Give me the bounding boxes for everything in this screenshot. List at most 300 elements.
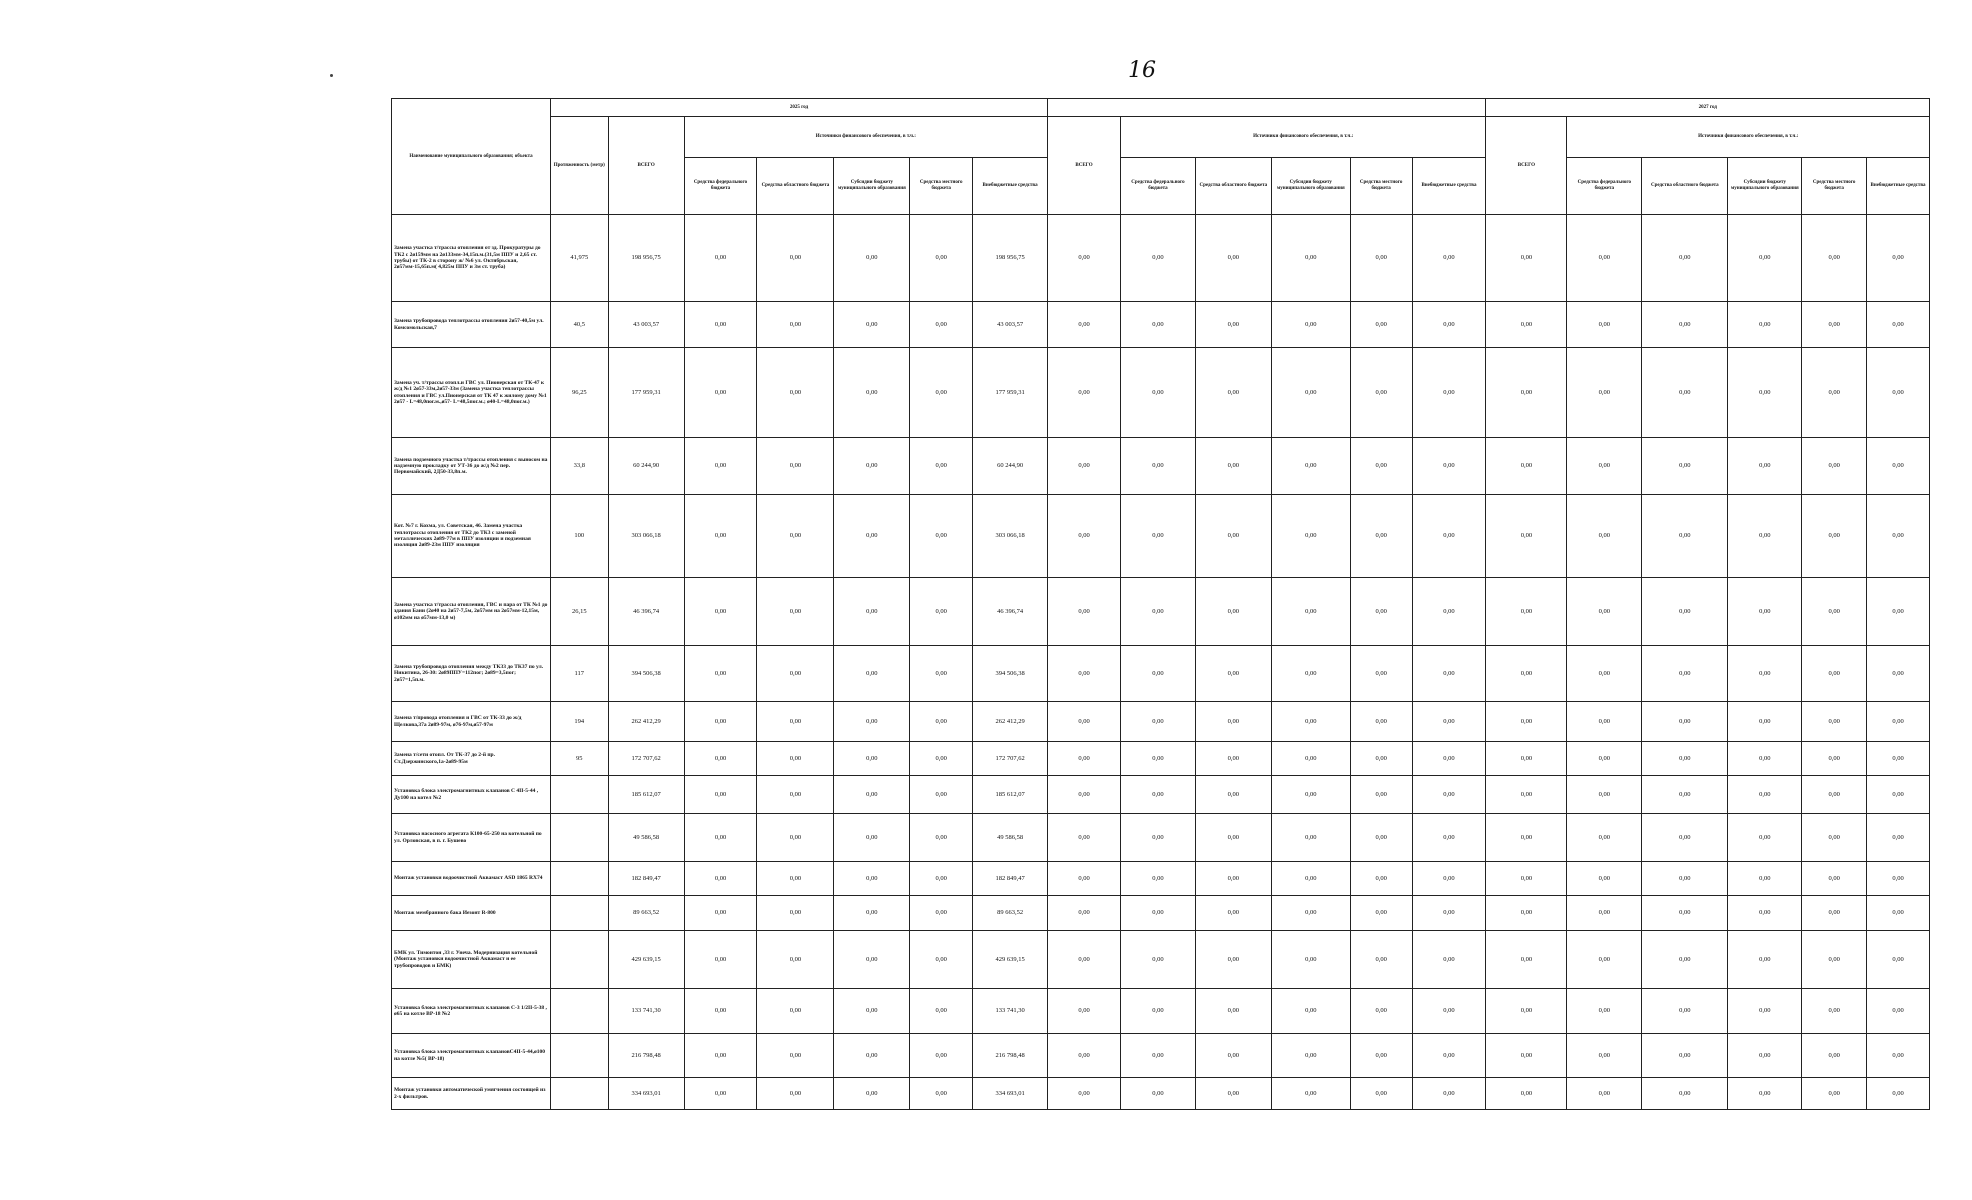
subsidy-2026: 0,00 [1271,438,1350,495]
source-regional-2027: Средства областного бюджета [1642,158,1728,215]
source-regional-2025: Средства областного бюджета [757,158,834,215]
regional-2026: 0,00 [1195,438,1271,495]
regional-2027: 0,00 [1642,302,1728,348]
year-2026-header [1048,99,1486,117]
offbudget-2027: 0,00 [1867,215,1930,302]
total-2025: 394 506,38 [608,646,684,702]
table-row [392,702,1930,742]
total-2027: 0,00 [1486,1078,1567,1110]
offbudget-2026: 0,00 [1412,931,1486,989]
local-2025: 0,00 [910,215,973,302]
object-name: Монтаж установки автоматической умягчения состоящей из 2-х фильтров. [392,1078,551,1110]
subsidy-2025: 0,00 [834,348,910,438]
table-row [392,646,1930,702]
federal-2026: 0,00 [1120,814,1195,862]
regional-2025: 0,00 [757,931,834,989]
total-2027: 0,00 [1486,1034,1567,1078]
source-local-2026: Средства местного бюджета [1350,158,1412,215]
total-2027: 0,00 [1486,989,1567,1034]
total-2026: 0,00 [1048,814,1121,862]
federal-2027: 0,00 [1567,702,1642,742]
length-value: 100 [550,495,608,578]
table-row [392,896,1930,931]
federal-2026: 0,00 [1120,1078,1195,1110]
local-2027: 0,00 [1802,742,1867,776]
regional-2025: 0,00 [757,776,834,814]
total-2027: 0,00 [1486,776,1567,814]
table-row [392,742,1930,776]
source-local-2027: Средства местного бюджета [1802,158,1867,215]
federal-2025: 0,00 [684,438,757,495]
local-2027: 0,00 [1802,814,1867,862]
federal-2027: 0,00 [1567,302,1642,348]
length-value: 117 [550,646,608,702]
federal-2026: 0,00 [1120,931,1195,989]
federal-2027: 0,00 [1567,896,1642,931]
length-value [550,862,608,896]
regional-2025: 0,00 [757,896,834,931]
regional-2027: 0,00 [1642,776,1728,814]
table-row [392,1078,1930,1110]
table-row [392,1034,1930,1078]
regional-2025: 0,00 [757,862,834,896]
regional-2027: 0,00 [1642,1078,1728,1110]
local-2026: 0,00 [1350,302,1412,348]
offbudget-2027: 0,00 [1867,814,1930,862]
regional-2027: 0,00 [1642,862,1728,896]
subsidy-2026: 0,00 [1271,702,1350,742]
subsidy-2026: 0,00 [1271,931,1350,989]
local-2025: 0,00 [910,702,973,742]
object-name: Замена т/провода отопления и ГВС от ТК-33 до ж/д Щелкова,37а 2ø89-97м, ø76-97м,ø57-97м [392,702,551,742]
regional-2025: 0,00 [757,495,834,578]
local-2026: 0,00 [1350,989,1412,1034]
subsidy-2026: 0,00 [1271,1078,1350,1110]
federal-2026: 0,00 [1120,578,1195,646]
regional-2027: 0,00 [1642,1034,1728,1078]
regional-2025: 0,00 [757,302,834,348]
subsidy-2027: 0,00 [1728,814,1802,862]
local-2027: 0,00 [1802,776,1867,814]
object-name: Установка насосного агрегата К100-65-250 на котельной по ул. Орловская, в п. г. Бушево [392,814,551,862]
regional-2026: 0,00 [1195,1078,1271,1110]
federal-2027: 0,00 [1567,814,1642,862]
subsidy-2027: 0,00 [1728,896,1802,931]
offbudget-2027: 0,00 [1867,495,1930,578]
total-2027: 0,00 [1486,862,1567,896]
total-2025: 303 066,18 [608,495,684,578]
total-2026: 0,00 [1048,438,1121,495]
offbudget-2026: 0,00 [1412,302,1486,348]
federal-2027: 0,00 [1567,495,1642,578]
regional-2027: 0,00 [1642,896,1728,931]
subsidy-2025: 0,00 [834,862,910,896]
offbudget-2026: 0,00 [1412,1034,1486,1078]
federal-2026: 0,00 [1120,702,1195,742]
federal-2025: 0,00 [684,702,757,742]
subsidy-2027: 0,00 [1728,348,1802,438]
subsidy-2026: 0,00 [1271,1034,1350,1078]
federal-2025: 0,00 [684,302,757,348]
regional-2025: 0,00 [757,814,834,862]
total-2027: 0,00 [1486,578,1567,646]
local-2027: 0,00 [1802,931,1867,989]
regional-2026: 0,00 [1195,742,1271,776]
total-2027: 0,00 [1486,215,1567,302]
regional-2025: 0,00 [757,1034,834,1078]
subsidy-2026: 0,00 [1271,215,1350,302]
offbudget-2026: 0,00 [1412,215,1486,302]
local-2026: 0,00 [1350,896,1412,931]
local-2026: 0,00 [1350,814,1412,862]
regional-2026: 0,00 [1195,1034,1271,1078]
length-value: 41,975 [550,215,608,302]
federal-2026: 0,00 [1120,896,1195,931]
regional-2027: 0,00 [1642,578,1728,646]
subsidy-2026: 0,00 [1271,646,1350,702]
regional-2027: 0,00 [1642,348,1728,438]
regional-2026: 0,00 [1195,215,1271,302]
object-name: Монтаж установки водоочистной Аквамаст ASD 1865 RX74 [392,862,551,896]
local-2027: 0,00 [1802,862,1867,896]
table-row [392,776,1930,814]
regional-2026: 0,00 [1195,776,1271,814]
page-number: 16 [1128,58,1156,83]
subsidy-2027: 0,00 [1728,989,1802,1034]
regional-2025: 0,00 [757,348,834,438]
total-2027: 0,00 [1486,896,1567,931]
total-2025: 89 663,52 [608,896,684,931]
offbudget-2026: 0,00 [1412,896,1486,931]
table-body [392,215,1930,1110]
total-2026: 0,00 [1048,702,1121,742]
offbudget-2025: 198 956,75 [973,215,1048,302]
offbudget-2025: 185 612,07 [973,776,1048,814]
offbudget-2026: 0,00 [1412,702,1486,742]
object-name: Замена трубопровода отопления между ТК33 до ТК37 по ул. Никитина, 26-30: 2ø89ППУ=112пог; 2ø89=3,5пог; 2ø57=1,5п.м. [392,646,551,702]
subsidy-2025: 0,00 [834,931,910,989]
regional-2026: 0,00 [1195,348,1271,438]
offbudget-2026: 0,00 [1412,438,1486,495]
local-2026: 0,00 [1350,742,1412,776]
regional-2027: 0,00 [1642,931,1728,989]
offbudget-2027: 0,00 [1867,931,1930,989]
regional-2027: 0,00 [1642,215,1728,302]
local-2026: 0,00 [1350,578,1412,646]
total-2026: 0,00 [1048,348,1121,438]
local-2026: 0,00 [1350,776,1412,814]
federal-2025: 0,00 [684,1034,757,1078]
offbudget-2025: 429 639,15 [973,931,1048,989]
length-value: 194 [550,702,608,742]
total-2026: 0,00 [1048,646,1121,702]
offbudget-2025: 216 798,48 [973,1034,1048,1078]
subsidy-2025: 0,00 [834,495,910,578]
offbudget-2027: 0,00 [1867,578,1930,646]
federal-2027: 0,00 [1567,215,1642,302]
subsidy-2027: 0,00 [1728,1034,1802,1078]
offbudget-2027: 0,00 [1867,862,1930,896]
federal-2025: 0,00 [684,495,757,578]
offbudget-2026: 0,00 [1412,742,1486,776]
table-row [392,578,1930,646]
total-2026: 0,00 [1048,302,1121,348]
subsidy-2025: 0,00 [834,776,910,814]
total-2027: 0,00 [1486,646,1567,702]
local-2025: 0,00 [910,1078,973,1110]
total-2027: 0,00 [1486,742,1567,776]
subsidy-2025: 0,00 [834,742,910,776]
local-2025: 0,00 [910,578,973,646]
offbudget-2027: 0,00 [1867,896,1930,931]
offbudget-2027: 0,00 [1867,1078,1930,1110]
federal-2025: 0,00 [684,862,757,896]
federal-2025: 0,00 [684,215,757,302]
regional-2027: 0,00 [1642,989,1728,1034]
regional-2026: 0,00 [1195,931,1271,989]
local-2027: 0,00 [1802,438,1867,495]
subsidy-2027: 0,00 [1728,302,1802,348]
sources-2026-header: Источники финансового обеспечения, в т.ч.: [1120,117,1485,158]
source-subsidy-2027: Субсидии бюджету муниципального образования [1728,158,1802,215]
local-2027: 0,00 [1802,702,1867,742]
total-2025: 334 693,01 [608,1078,684,1110]
total-2026: 0,00 [1048,215,1121,302]
federal-2027: 0,00 [1567,931,1642,989]
total-2027: 0,00 [1486,348,1567,438]
object-name: Замена участка т/трассы отопления от зд. Прокуратуры до ТК2 с 2ø159мм на 2ø133мм-34,15п.м.(31,5м ППУ и 2,65 ст. трубы) от ТК-2 в сторону ж/ №6 ул. Октябрьская, 2ø57мм-15,65п.м( 4,825м ППУ и 3м ст. труба) [392,215,551,302]
offbudget-2025: 60 244,90 [973,438,1048,495]
federal-2026: 0,00 [1120,989,1195,1034]
offbudget-2025: 177 959,31 [973,348,1048,438]
table-row [392,215,1930,302]
subsidy-2026: 0,00 [1271,989,1350,1034]
object-name: БМК ул. Тимонтон ,33 г. Унеча. Модернизация котельной (Монтаж установки водоочистной Аквамаст и ее трубопроводов и БМК) [392,931,551,989]
offbudget-2026: 0,00 [1412,495,1486,578]
offbudget-2025: 182 849,47 [973,862,1048,896]
offbudget-2026: 0,00 [1412,862,1486,896]
offbudget-2027: 0,00 [1867,1034,1930,1078]
federal-2025: 0,00 [684,776,757,814]
total-2026: 0,00 [1048,1078,1121,1110]
local-2025: 0,00 [910,862,973,896]
offbudget-2025: 334 693,01 [973,1078,1048,1110]
length-value [550,776,608,814]
table-row [392,348,1930,438]
subsidy-2026: 0,00 [1271,896,1350,931]
federal-2026: 0,00 [1120,646,1195,702]
local-2027: 0,00 [1802,215,1867,302]
offbudget-2027: 0,00 [1867,989,1930,1034]
local-2025: 0,00 [910,776,973,814]
regional-2026: 0,00 [1195,862,1271,896]
offbudget-2025: 172 707,62 [973,742,1048,776]
subsidy-2026: 0,00 [1271,862,1350,896]
federal-2027: 0,00 [1567,1078,1642,1110]
offbudget-2026: 0,00 [1412,814,1486,862]
total-2025: 46 396,74 [608,578,684,646]
regional-2026: 0,00 [1195,646,1271,702]
federal-2025: 0,00 [684,931,757,989]
offbudget-2026: 0,00 [1412,646,1486,702]
source-subsidy-2026: Субсидии бюджету муниципального образования [1271,158,1350,215]
table-row [392,814,1930,862]
total-2026: 0,00 [1048,931,1121,989]
total-2025: 429 639,15 [608,931,684,989]
local-2026: 0,00 [1350,1034,1412,1078]
total-2025: 216 798,48 [608,1034,684,1078]
federal-2026: 0,00 [1120,302,1195,348]
regional-2025: 0,00 [757,215,834,302]
source-subsidy-2025: Субсидии бюджету муниципального образования [834,158,910,215]
federal-2025: 0,00 [684,578,757,646]
offbudget-2027: 0,00 [1867,776,1930,814]
total-2027: 0,00 [1486,302,1567,348]
subsidy-2026: 0,00 [1271,302,1350,348]
year-2025-header: 2025 год [550,99,1047,117]
subsidy-2025: 0,00 [834,215,910,302]
local-2025: 0,00 [910,302,973,348]
source-federal-2026: Средства федерального бюджета [1120,158,1195,215]
federal-2026: 0,00 [1120,776,1195,814]
federal-2027: 0,00 [1567,862,1642,896]
offbudget-2026: 0,00 [1412,1078,1486,1110]
subsidy-2025: 0,00 [834,1078,910,1110]
local-2027: 0,00 [1802,495,1867,578]
federal-2026: 0,00 [1120,742,1195,776]
offbudget-2027: 0,00 [1867,438,1930,495]
length-value [550,931,608,989]
object-name: Замена т/сети отопл. От ТК-37 до 2-й пр. Ст.Дзержинского,1а-2ø89-95м [392,742,551,776]
federal-2027: 0,00 [1567,646,1642,702]
regional-2027: 0,00 [1642,742,1728,776]
local-2025: 0,00 [910,438,973,495]
total-2025: 49 586,58 [608,814,684,862]
local-2026: 0,00 [1350,646,1412,702]
total-2027: 0,00 [1486,702,1567,742]
local-2026: 0,00 [1350,931,1412,989]
offbudget-2027: 0,00 [1867,302,1930,348]
source-regional-2026: Средства областного бюджета [1195,158,1271,215]
subsidy-2027: 0,00 [1728,495,1802,578]
federal-2025: 0,00 [684,814,757,862]
regional-2025: 0,00 [757,438,834,495]
subsidy-2025: 0,00 [834,1034,910,1078]
local-2027: 0,00 [1802,1034,1867,1078]
local-2025: 0,00 [910,814,973,862]
object-name: Установка блока электромагнитных клапанов С-3 1/2II-5-38 , ø65 на котле ВР-18 №2 [392,989,551,1034]
subsidy-2027: 0,00 [1728,215,1802,302]
regional-2026: 0,00 [1195,302,1271,348]
total-2026-header: ВСЕГО [1048,117,1121,215]
total-2026: 0,00 [1048,578,1121,646]
federal-2025: 0,00 [684,989,757,1034]
regional-2026: 0,00 [1195,896,1271,931]
total-2025: 177 959,31 [608,348,684,438]
table-row [392,989,1930,1034]
length-value [550,1034,608,1078]
federal-2026: 0,00 [1120,862,1195,896]
length-value: 40,5 [550,302,608,348]
source-offbudget-2026: Внебюджетные средства [1412,158,1486,215]
local-2026: 0,00 [1350,495,1412,578]
source-federal-2027: Средства федерального бюджета [1567,158,1642,215]
federal-2027: 0,00 [1567,348,1642,438]
total-2027: 0,00 [1486,495,1567,578]
total-2026: 0,00 [1048,495,1121,578]
subsidy-2025: 0,00 [834,814,910,862]
subsidy-2026: 0,00 [1271,776,1350,814]
object-name-header: Наименование муниципального образования; объекта [392,99,551,215]
source-federal-2025: Средства федерального бюджета [684,158,757,215]
local-2026: 0,00 [1350,702,1412,742]
scan-speck [330,74,333,77]
total-2026: 0,00 [1048,989,1121,1034]
total-2026: 0,00 [1048,776,1121,814]
federal-2025: 0,00 [684,348,757,438]
local-2025: 0,00 [910,348,973,438]
subsidy-2027: 0,00 [1728,931,1802,989]
total-2027-header: ВСЕГО [1486,117,1567,215]
local-2026: 0,00 [1350,348,1412,438]
regional-2027: 0,00 [1642,814,1728,862]
subsidy-2027: 0,00 [1728,578,1802,646]
object-name: Замена трубопровода теплотрассы отопления 2ø57-40,5м ул. Комсомольская,7 [392,302,551,348]
subsidy-2025: 0,00 [834,896,910,931]
regional-2025: 0,00 [757,1078,834,1110]
total-2027: 0,00 [1486,931,1567,989]
subsidy-2025: 0,00 [834,989,910,1034]
length-value [550,989,608,1034]
length-value [550,896,608,931]
subsidy-2026: 0,00 [1271,814,1350,862]
offbudget-2027: 0,00 [1867,742,1930,776]
funding-table [391,98,1930,1110]
federal-2025: 0,00 [684,896,757,931]
offbudget-2027: 0,00 [1867,646,1930,702]
local-2025: 0,00 [910,896,973,931]
federal-2027: 0,00 [1567,742,1642,776]
local-2026: 0,00 [1350,862,1412,896]
regional-2025: 0,00 [757,742,834,776]
length-header: Протяженность (метр) [550,117,608,215]
federal-2026: 0,00 [1120,495,1195,578]
offbudget-2025: 262 412,29 [973,702,1048,742]
regional-2027: 0,00 [1642,495,1728,578]
subsidy-2027: 0,00 [1728,438,1802,495]
total-2025: 182 849,47 [608,862,684,896]
federal-2026: 0,00 [1120,215,1195,302]
subsidy-2027: 0,00 [1728,862,1802,896]
local-2025: 0,00 [910,646,973,702]
offbudget-2025: 133 741,30 [973,989,1048,1034]
local-2027: 0,00 [1802,896,1867,931]
local-2025: 0,00 [910,931,973,989]
source-offbudget-2027: Внебюджетные средства [1867,158,1930,215]
total-2026: 0,00 [1048,896,1121,931]
object-name: Кот. №7 г. Кохма, ул. Советская, 46. Замена участка теплотрассы отопления от ТК2 до ТК3 с заменой металлических 2ø89-77м в ППУ изоляции и подземная изоляция 2ø89-23м ППУ изоляция [392,495,551,578]
offbudget-2026: 0,00 [1412,776,1486,814]
federal-2027: 0,00 [1567,438,1642,495]
object-name: Установка блока электромагнитных клапановС4II-5-44,ø100 на котле №5( ВР-18) [392,1034,551,1078]
federal-2027: 0,00 [1567,578,1642,646]
subsidy-2027: 0,00 [1728,702,1802,742]
object-name: Замена подземного участка т/трассы отопления с выносом на надземную прокладку от УТ-36 до ж/д №2 пер. Первомайский, 2Д50-33,8п.м. [392,438,551,495]
offbudget-2027: 0,00 [1867,348,1930,438]
offbudget-2025: 394 506,38 [973,646,1048,702]
total-2027: 0,00 [1486,438,1567,495]
total-2025: 262 412,29 [608,702,684,742]
